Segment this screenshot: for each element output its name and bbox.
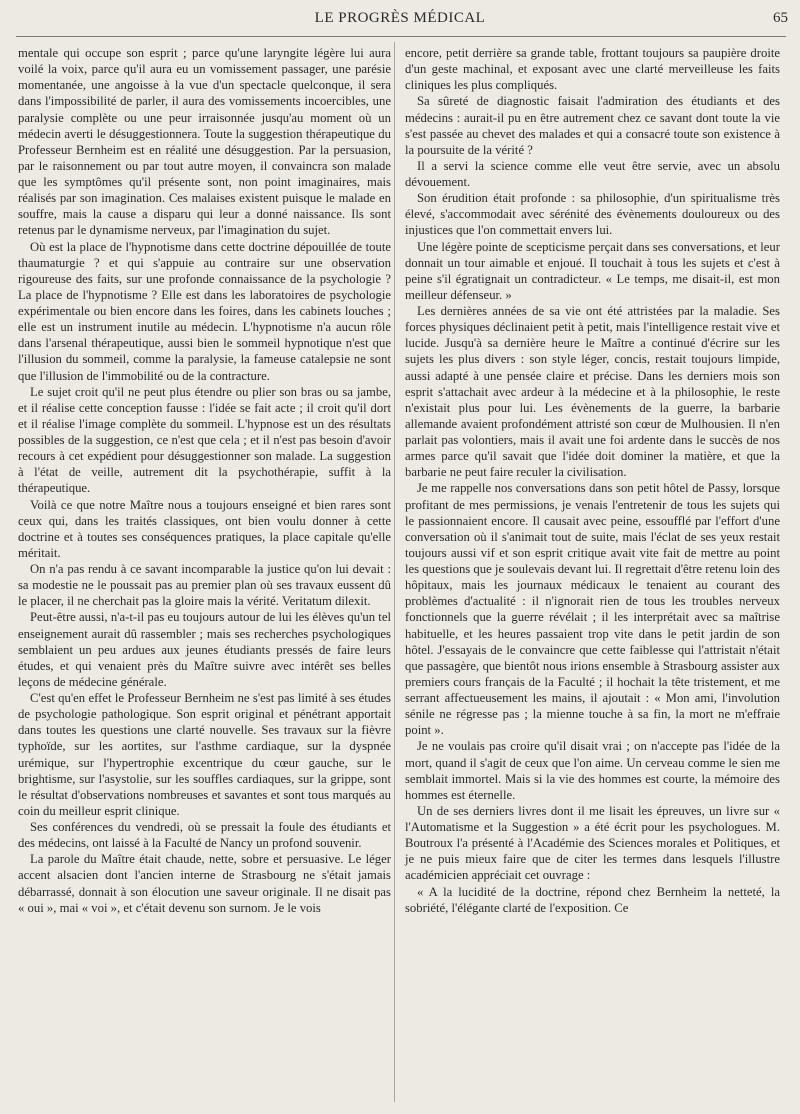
paragraph: mentale qui occupe son esprit ; parce qu'une laryngite légère lui aura voilé la voix, parce qu'il aura eu un vomissement passager, une parésie momentanée, une angoisse à la vue d'un spectacle quelconque, il sera dans l'impossibilité de parler, il aura des vomissements incoercibles, une paralysie complète ou une peur irraisonnée jusqu'au moment où un médecin averti le désuggestionnera. Toute la suggestion thérapeutique du Professeur Bernheim est en réalité une désuggestion. Par la persuasion, par le raisonnement ou par tout autre moyen, il convaincra son malade que les symptômes qu'il présente sont, non point imaginaires, mais réalisés par son imagination. Ces malaises existent puisque le malade en souffre, mais la cause a disparu qui leur a donné naissance. Ils sont retenus par le dynamisme nerveux, par l'imagination du sujet. (18, 46, 391, 238)
paragraph: La parole du Maître était chaude, nette, sobre et persuasive. Le léger accent alsacien dont l'ancien interne de Strasbourg ne s'était jamais débarrassé, donnait à son élocution une saveur originale. Il ne disait pas « oui », mai « voi », et c'était devenu son surnom. Je le vois (18, 852, 391, 915)
paragraph: Ses conférences du vendredi, où se pressait la foule des étudiants et des médecins, ont laissé à la Faculté de Nancy un profond souvenir. (18, 820, 391, 851)
paragraph: Je me rappelle nos conversations dans son petit hôtel de Passy, lorsque profitant de mes permissions, je venais l'entretenir de tous les sujets qui le passionnaient encore. Il causait avec peine, essoufflé par l'effort d'une conversation où il s'animait tout de suite, mais l'éclat de ses yeux restait toujours aussi vif et son esprit critique avait vite fait de mettre au point les questions que je soulevais devant lui. Il regrettait d'être retenu loin des hôpitaux, mais les journaux médicaux le tenaient au courant des problèmes d'actualité : il n'ignorait rien de tous les troubles nerveux fonctionnels que la guerre révélait ; il les interprétait avec sa maîtrise habituelle, et les heures passaient trop vite dans le petit jardin de son hôtel. J'essayais de le convaincre que cette faiblesse qui l'attristait n'était que passagère, que bientôt nous irions ensemble à Strasbourg assister aux premiers cours français de la Faculté ; il hochait la tête tristement, et me serrant affectueusement les mains, il ajoutait : « Mon ami, l'involution sénile ne régresse pas ; la mienne touche à sa fin, la mort ne m'effraie point ». (405, 481, 780, 738)
paragraph: encore, petit derrière sa grande table, frottant toujours sa paupière droite d'un geste machinal, et exposant avec une clarté merveilleuse les faits cliniques les plus compliqués. (405, 46, 780, 93)
left-column (18, 45, 391, 916)
running-title: LE PROGRÈS MÉDICAL (314, 10, 486, 26)
paragraph: Peut-être aussi, n'a-t-il pas eu toujours autour de lui les élèves qu'un tel enseignement aurait dû rassembler ; mais ses recherches psychologiques semblaient un peu ardues aux jeunes étudiants pressés de faire leurs études, et qui venaient près du Maître suivre avec intérêt ses belles leçons de médecine générale. (18, 610, 391, 689)
paragraph: On n'a pas rendu à ce savant incomparable la justice qu'on lui devait : sa modestie ne le poussait pas au premier plan où ses travaux eussent dû le placer, il ne cherchait pas la gloire mais la vérité. Veritatum dilexit. (18, 562, 391, 609)
paragraph: « A la lucidité de la doctrine, répond chez Bernheim la netteté, la sobriété, l'élégante clarté de l'exposition. Ce (405, 884, 780, 915)
paragraph: Le sujet croit qu'il ne peut plus étendre ou plier son bras ou sa jambe, et il réalise cette conception fausse : l'idée se fait acte ; il croit qu'il dort et il réalise l'image complète du sommeil. L'hypnose est un des résultats possibles de la suggestion, ce n'est que cela ; et il n'est pas besoin d'avoir recours à cet expédient pour désuggestionner son malade. La suggestion à l'état de veille, autrement dit la psychothérapie, suffit à la thérapeutique. (18, 384, 391, 496)
paragraph: Où est la place de l'hypnotisme dans cette doctrine dépouillée de toute thaumaturgie ? et qui s'appuie au contraire sur une observation rigoureuse des faits, sur une profonde connaissance de la psychologie ? La place de l'hypnotisme ? Elle est dans les laboratoires de psychologie expérimentale ou bien encore dans les foires, dans les cabinets louches ; elle est un instrument inutile au médecin. L'hypnotisme n'a aucun rôle dans l'arsenal thérapeutique, aussi bien le sommeil hypnotique n'est que l'illusion du sommeil, comme la paralysie, la fameuse catalepsie ne sont que l'illusion de l'immobilité ou de la contracture. (18, 239, 391, 383)
column-divider (394, 42, 395, 1102)
page-number: 65 (773, 10, 788, 26)
paragraph: Son érudition était profonde : sa philosophie, d'un spiritualisme très élevé, s'accommodait avec sérénité des évènements douloureux ou des injustices que l'on commettait envers lui. (405, 191, 780, 238)
paragraph: Les dernières années de sa vie ont été attristées par la maladie. Ses forces physiques déclinaient petit à petit, mais l'intelligence restait vive et lucide. Jusqu'à sa dernière heure le Maître a continué d'écrire sur les sujets les plus divers : son style léger, concis, restait toujours limpide, aussi adapté à une pensée claire et précise. Dans les derniers mois son esprit s'attachait avec ardeur à la médecine et à la philosophie, le reste n'existait plus pour lui. Les évènements de la guerre, la barbarie allemande avaient profondément attristé son cœur de Mulhousien. Il n'en parlait pas volontiers, mais il avait une foi ardente dans le succès de nos armes parce qu'il savait que l'idée doit dominer la matière, et que la barbarie ne peut faire reculer la civilisation. (405, 304, 780, 480)
right-column (405, 45, 780, 916)
paragraph: Voilà ce que notre Maître nous a toujours enseigné et bien rares sont ceux qui, dans les traités classiques, ont bien voulu donner à cette doctrine et à toutes ses conséquences pratiques, la place capitale qu'elle méritait. (18, 497, 391, 560)
paragraph: C'est qu'en effet le Professeur Bernheim ne s'est pas limité à ses études de psychologie pathologique. Son esprit original et pénétrant apportait dans toutes les questions une clarté nouvelle. Ses travaux sur la fièvre typhoïde, sur les aortites, sur l'asthme cardiaque, sur la dyspnée urémique, sur l'hypertrophie excentrique du cœur gauche, sur le brightisme, sur l'asystolie, sur les souffles cardiaques, sur la grippe, sont le résultat d'observations nombreuses et savantes et sont tous marqués au coin du meilleur esprit clinique. (18, 691, 391, 818)
paragraph: Je ne voulais pas croire qu'il disait vrai ; on n'accepte pas l'idée de la mort, quand il s'agit de ceux que l'on aime. Un cerveau comme le sien me semblait immortel. Mais si la vie des hommes est courte, la mémoire des hommes est éternelle. (405, 739, 780, 802)
page-header (0, 4, 800, 30)
paragraph: Un de ses derniers livres dont il me lisait les épreuves, un livre sur « l'Automatisme et la Suggestion » a été écrit pour les psychologues. M. Boutroux l'a présenté à l'Académie des Sciences morales et Politiques, et je ne puis mieux faire que de citer les termes dans lesquels l'illustre académicien appréciait cet ouvrage : (405, 803, 780, 883)
header-rule (16, 36, 786, 37)
paragraph: Il a servi la science comme elle veut être servie, avec un absolu dévouement. (405, 158, 780, 189)
paragraph: Sa sûreté de diagnostic faisait l'admiration des étudiants et des médecins : aurait-il pu en être autrement chez ce savant dont toute la vie s'est passée au chevet des malades et qui a consacré toute son existence à la poursuite de la vérité ? (405, 94, 780, 157)
paragraph: Une légère pointe de scepticisme perçait dans ses conversations, et leur donnait un tour aimable et enjoué. Il touchait à tous les sujets et c'est à peine s'il égratignait un contradicteur. « Le temps, me disait-il, est mon meilleur défenseur. » (405, 239, 780, 302)
